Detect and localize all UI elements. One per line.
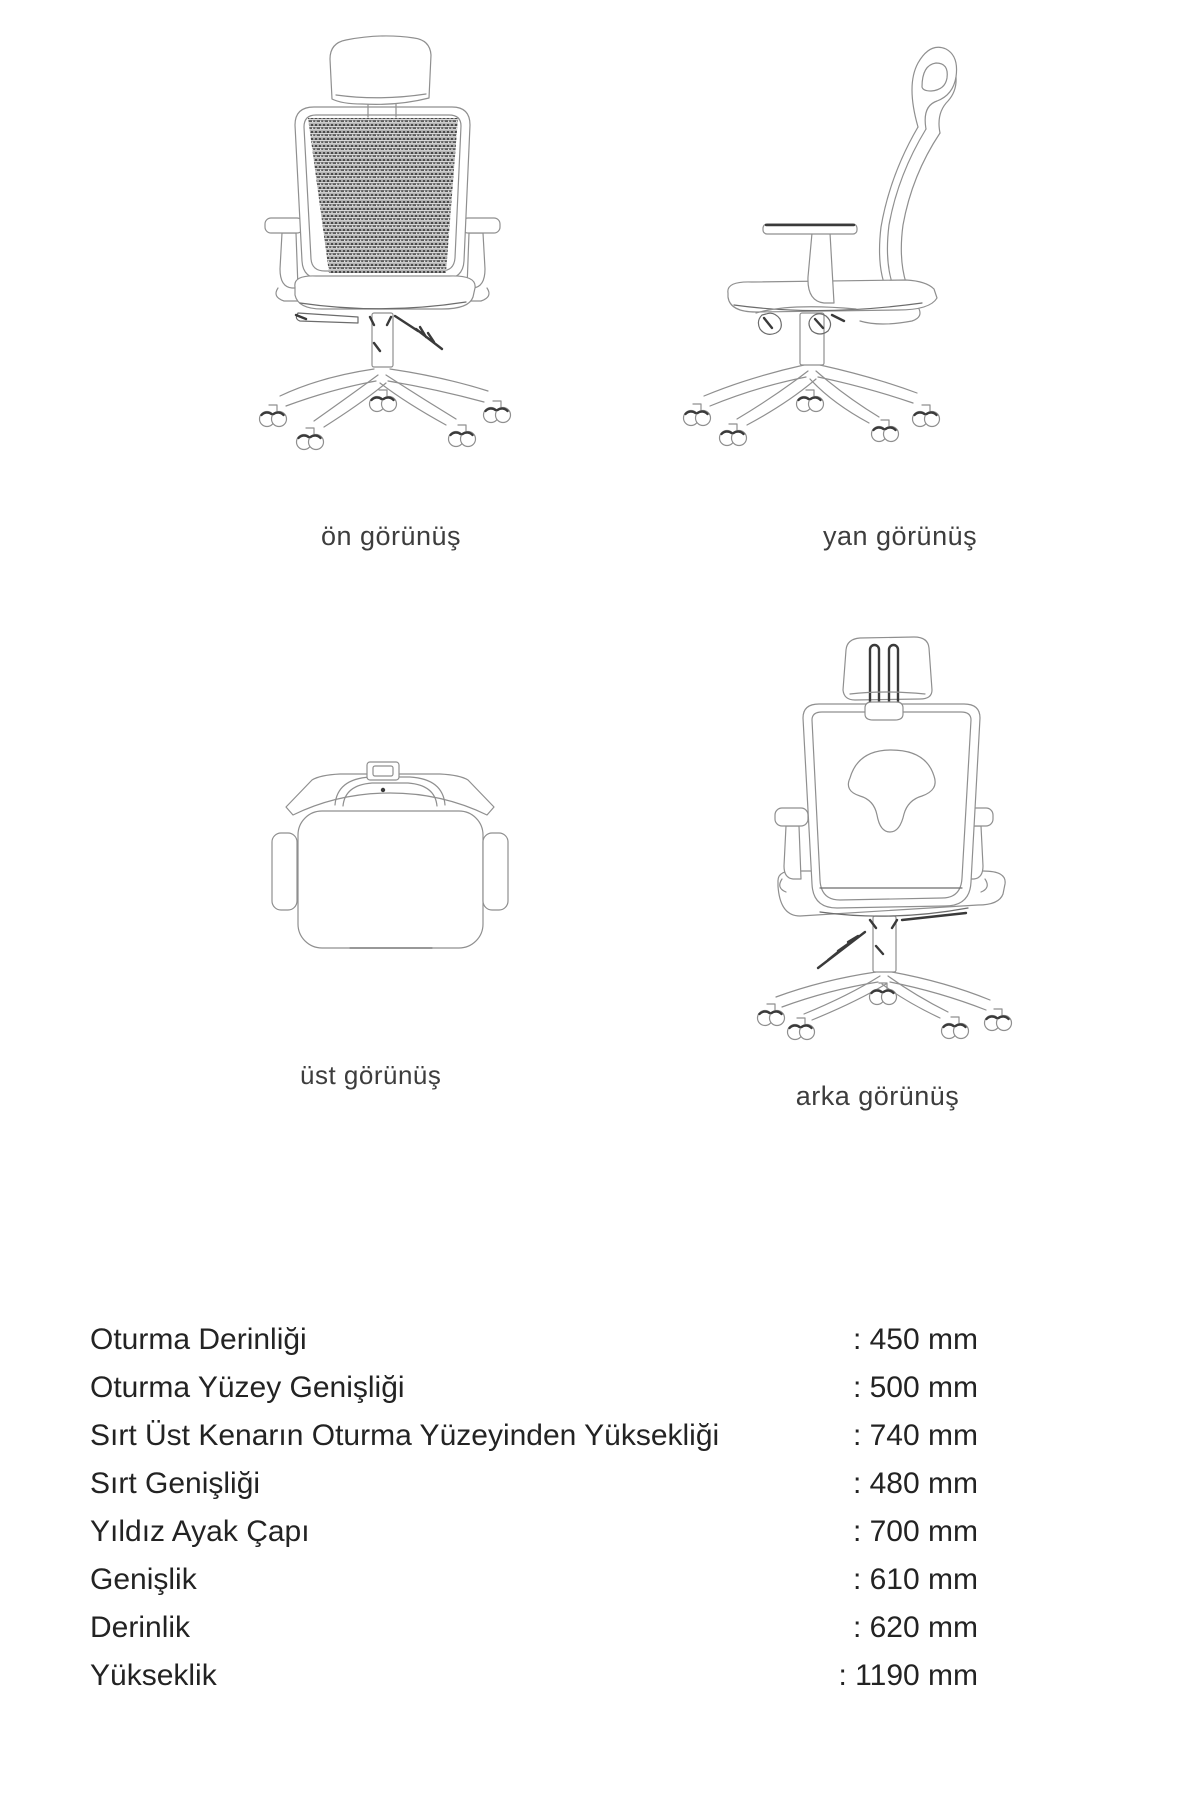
- top-armrest-right: [483, 833, 508, 910]
- spec-value: : 700 mm: [852, 1515, 978, 1548]
- top-view-figure: [250, 735, 530, 955]
- spec-row: [90, 1460, 978, 1508]
- spec-label: Sırt Üst Kenarın Oturma Yüzeyinden Yüksekliği: [90, 1419, 720, 1452]
- side-base: [684, 365, 940, 446]
- spec-label: Yıldız Ayak Çapı: [90, 1515, 310, 1548]
- spec-row: [90, 1604, 978, 1652]
- back-gas-column: [870, 916, 897, 972]
- spec-row: [90, 1508, 978, 1556]
- spec-row: [90, 1556, 978, 1604]
- spec-row: [90, 1652, 978, 1700]
- side-view-figure: [660, 25, 960, 460]
- top-view-drawing: [250, 735, 530, 955]
- spec-label: Sırt Genişliği: [90, 1467, 261, 1500]
- top-seat: [298, 811, 483, 948]
- spec-label: Oturma Yüzey Genişliği: [90, 1371, 405, 1404]
- front-view-figure: [240, 25, 530, 460]
- spec-label: Yükseklik: [90, 1659, 217, 1692]
- spec-value: : 450 mm: [852, 1323, 978, 1356]
- back-view-drawing: [700, 620, 1020, 1060]
- top-view-label: üst görünüş: [300, 1060, 442, 1090]
- side-view-drawing: [660, 25, 960, 460]
- spec-value: : 610 mm: [852, 1563, 978, 1596]
- front-gas-column: [370, 313, 393, 367]
- side-view-label: yan görünüş: [823, 521, 978, 551]
- front-seat: [295, 276, 475, 309]
- spec-label: Derinlik: [90, 1611, 191, 1644]
- spec-value: : 620 mm: [852, 1611, 978, 1644]
- spec-value: : 1190 mm: [838, 1659, 978, 1692]
- front-view-label: ön görünüş: [320, 521, 462, 551]
- front-view-drawing: [240, 25, 530, 460]
- front-backrest: [295, 107, 470, 279]
- spec-value: : 480 mm: [852, 1467, 978, 1500]
- spec-value: : 740 mm: [852, 1419, 978, 1452]
- front-mesh: [308, 118, 458, 273]
- front-levers: [296, 313, 442, 349]
- spec-row: [90, 1316, 978, 1364]
- front-headrest: [330, 36, 431, 117]
- top-armrest-left: [272, 833, 297, 910]
- spec-value: : 500 mm: [852, 1371, 978, 1404]
- back-view-figure: [700, 620, 1020, 1060]
- spec-row: [90, 1364, 978, 1412]
- spec-label: Genişlik: [90, 1563, 197, 1596]
- side-headrest: [912, 47, 957, 133]
- spec-list: [90, 1316, 978, 1700]
- back-view-label: arka görünüş: [795, 1081, 960, 1111]
- spec-label: Oturma Derinliği: [90, 1323, 307, 1356]
- front-base: [260, 369, 511, 450]
- spec-row: [90, 1412, 978, 1460]
- back-base: [758, 972, 1012, 1040]
- side-gas-column: [800, 313, 824, 365]
